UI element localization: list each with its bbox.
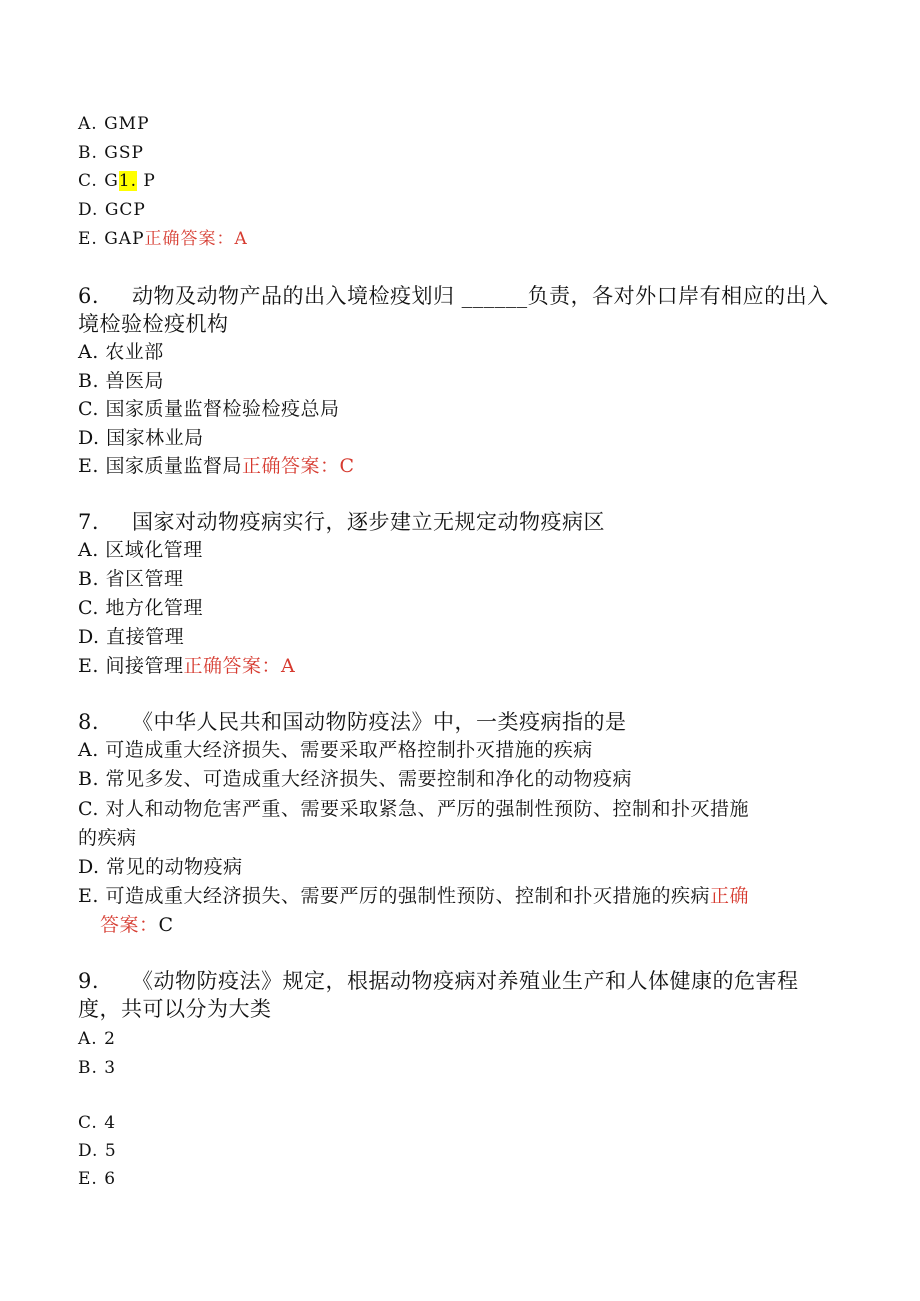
q7-option-b: B. 省区管理 — [78, 568, 184, 590]
q6-option-a: A. 农业部 — [78, 341, 164, 363]
q8-stem — [78, 712, 627, 733]
q7-option-c: C. 地方化管理 — [78, 597, 203, 619]
q8-answer-part2: 答案： — [100, 914, 159, 936]
q6-stem-line1 — [78, 286, 829, 307]
q7-text: 国家对动物疫病实行，逐步建立无规定动物疫病区 — [132, 510, 605, 534]
q6-option-c: C. 国家质量监督检验检疫总局 — [78, 398, 340, 420]
q5-option-e-text: E. GAP — [78, 229, 145, 249]
q6-option-e — [78, 457, 355, 476]
q8-answer-part1: 正确 — [709, 885, 749, 907]
q5-option-c — [78, 173, 156, 190]
q9-option-a: A. 2 — [78, 1029, 116, 1049]
q7-option-d: D. 直接管理 — [78, 626, 185, 648]
q6-option-d: D. 国家林业局 — [78, 427, 204, 449]
q5-option-d: D. GCP — [78, 200, 146, 220]
q8-option-e-line1 — [78, 887, 749, 906]
q7-option-e — [78, 657, 295, 676]
q7-answer: 正确答案：A — [183, 655, 296, 677]
q6-text-line1: 动物及动物产品的出入境检疫划归 ______负责，各对外口岸有相应的出入 — [132, 284, 829, 308]
q8-option-c-line2: 的疾病 — [78, 827, 137, 849]
q5-option-c-suffix: P — [137, 171, 156, 191]
q6-stem-line2: 境检验检疫机构 — [78, 312, 229, 336]
q5-option-a: A. GMP — [78, 114, 150, 134]
q7-option-a: A. 区域化管理 — [78, 539, 203, 561]
q5-option-b: B. GSP — [78, 143, 144, 163]
q8-option-d: D. 常见的动物疫病 — [78, 856, 243, 878]
q8-option-e-line2 — [100, 916, 174, 935]
q6-option-b: B. 兽医局 — [78, 370, 165, 392]
q8-number: 8. — [78, 710, 100, 734]
q9-option-c: C. 4 — [78, 1113, 117, 1133]
q9-option-d: D. 5 — [78, 1141, 117, 1161]
q6-option-e-text: E. 国家质量监督局 — [78, 455, 242, 477]
q8-option-c-line1: C. 对人和动物危害严重、需要采取紧急、严厉的强制性预防、控制和扑灭措施 — [78, 798, 749, 820]
q9-text-line1: 《动物防疫法》规定，根据动物疫病对养殖业生产和人体健康的危害程 — [132, 969, 799, 993]
q5-option-e — [78, 231, 248, 248]
q5-answer: 正确答案：A — [144, 229, 248, 249]
q7-option-e-text: E. 间接管理 — [78, 655, 184, 677]
q5-option-c-prefix: C. G — [78, 171, 119, 191]
q7-stem — [78, 512, 605, 533]
q8-text: 《中华人民共和国动物防疫法》中，一类疫病指的是 — [132, 710, 627, 734]
q9-option-b: B. 3 — [78, 1058, 117, 1078]
q7-number: 7. — [78, 510, 100, 534]
q8-option-e-text: E. 可造成重大经济损失、需要严厉的强制性预防、控制和扑灭措施的疾病 — [78, 885, 710, 907]
q9-option-e: E. 6 — [78, 1169, 117, 1189]
q6-answer: 正确答案：C — [241, 455, 355, 477]
q9-stem-line2: 度，共可以分为大类 — [78, 997, 272, 1021]
q8-answer-letter: C — [158, 914, 174, 936]
q8-option-b: B. 常见多发、可造成重大经济损失、需要控制和净化的动物疫病 — [78, 768, 633, 790]
q9-stem-line1 — [78, 971, 799, 992]
q8-option-a: A. 可造成重大经济损失、需要采取严格控制扑灭措施的疾病 — [78, 739, 593, 761]
q9-number: 9. — [78, 969, 100, 993]
q6-number: 6. — [78, 284, 100, 308]
q5-option-c-highlight: 1. — [118, 171, 138, 191]
